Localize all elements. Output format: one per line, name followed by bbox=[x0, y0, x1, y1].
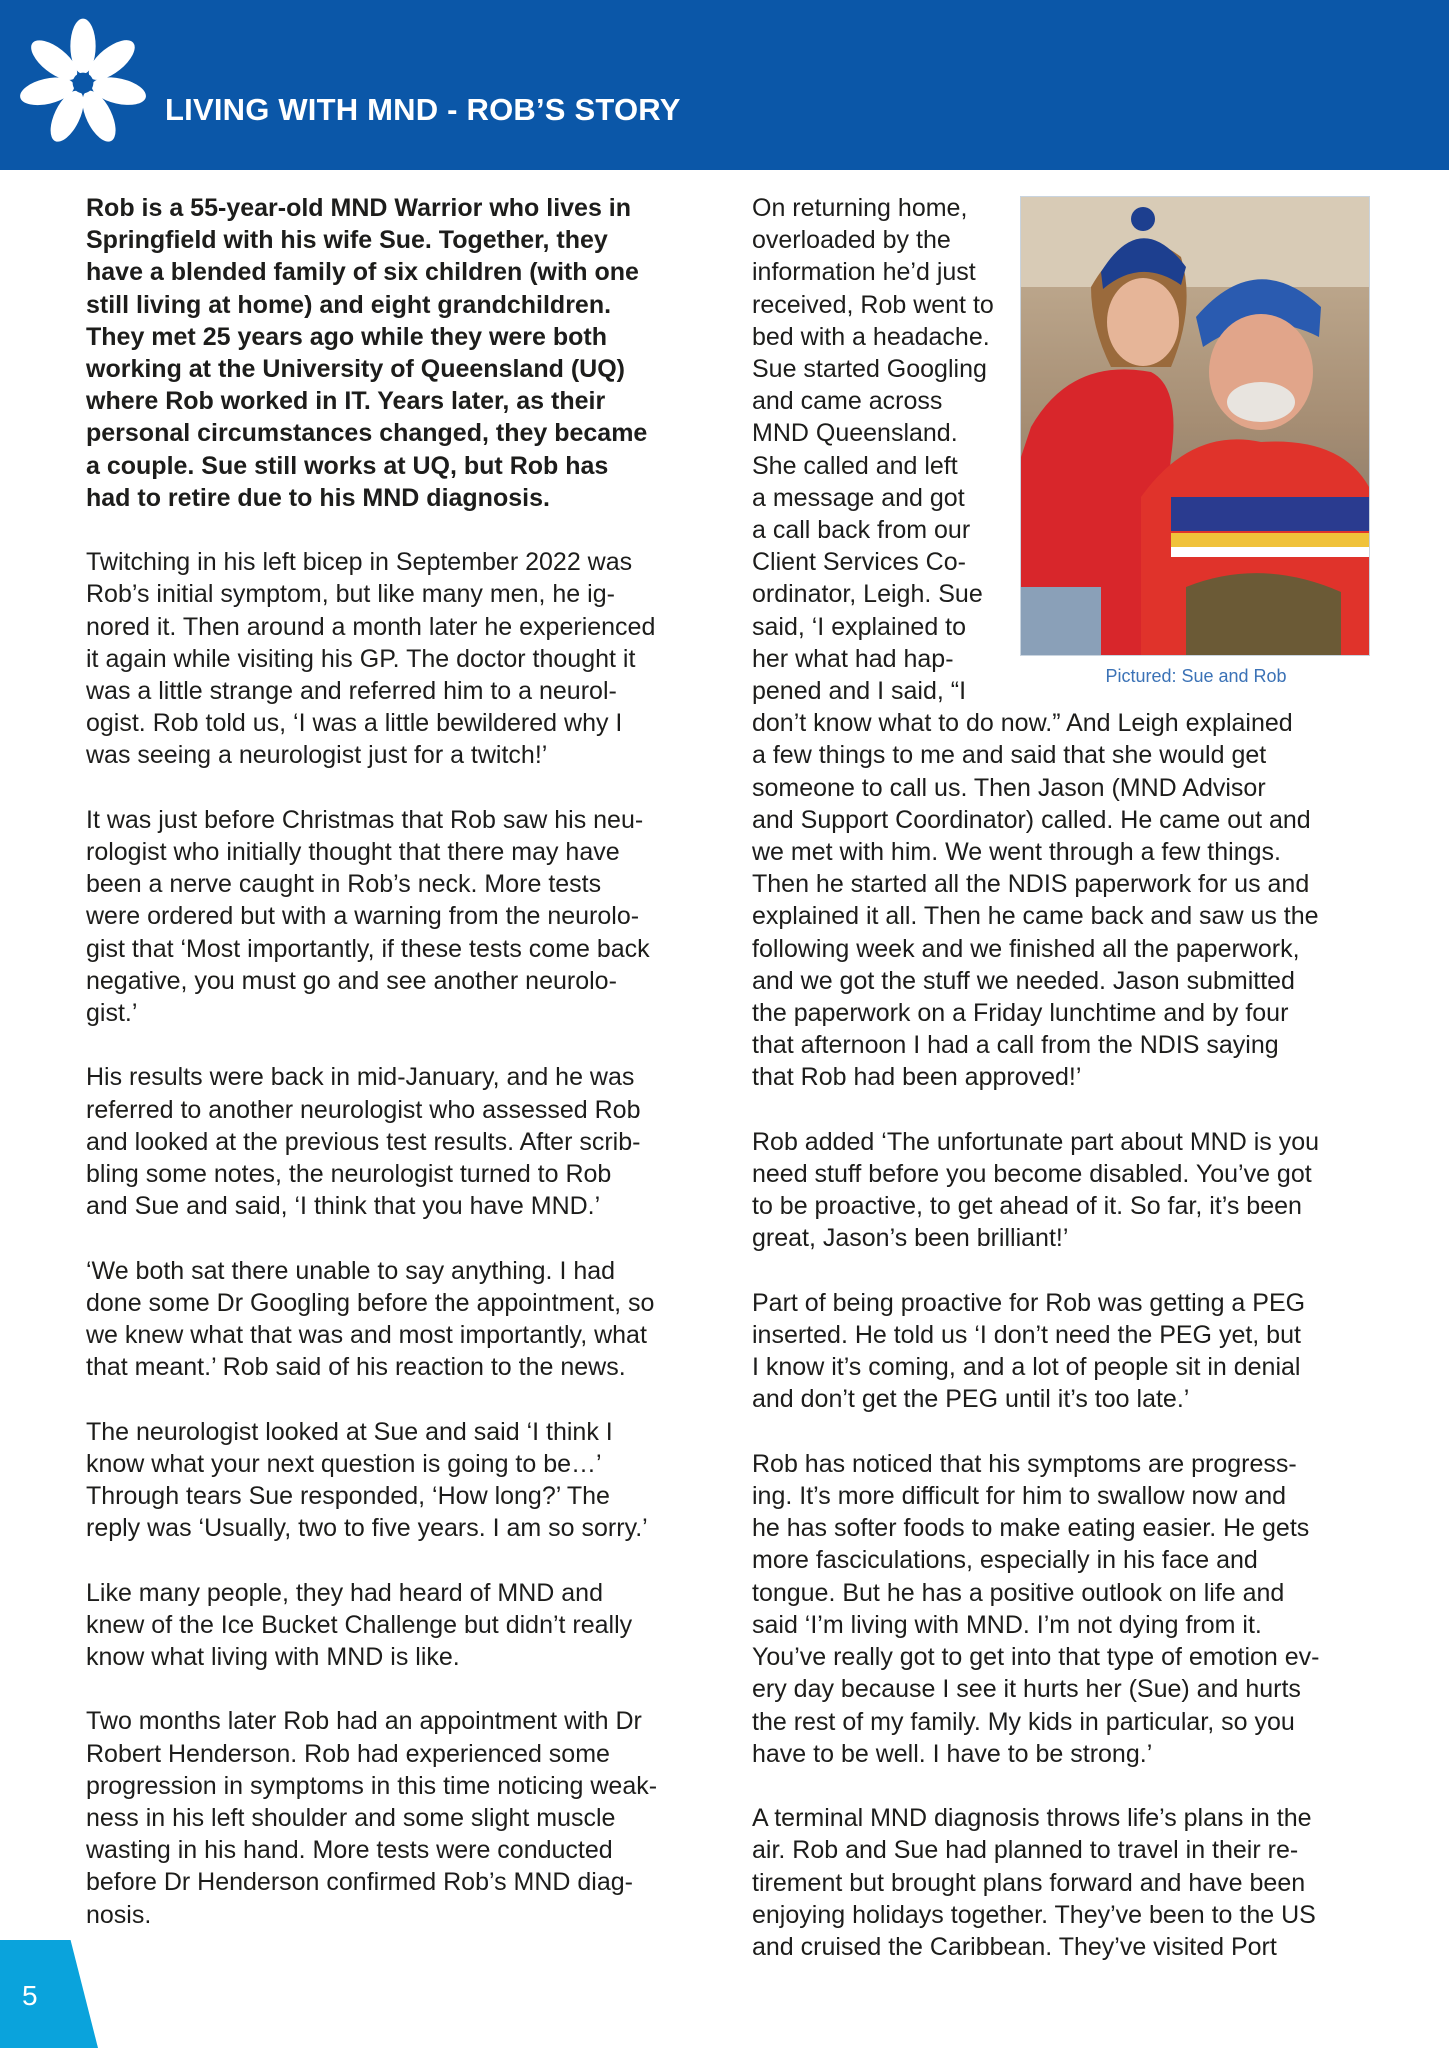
body-paragraph: Twitching in his left bicep in September 2022 was Rob’s initial symptom, but like many men, he ig- nored it. Then around a month later he experienced it again while visiting his GP. The doctor thought it was a little strange and referred him to a neurol- ogist. Rob told us, ‘I was a little bewildered why I was seeing a neurologist just for a twitch!’ bbox=[86, 548, 656, 770]
page-number: 5 bbox=[22, 1980, 38, 2011]
body-paragraph: A terminal MND diagnosis throws life’s plans in the air. Rob and Sue had planned to travel in their re- tirement but brought plans forward and have been enjoying holidays together. They’ve been to the US and cruised the Caribbean. They’ve visited Port bbox=[752, 1804, 1316, 1961]
body-paragraph: Part of being proactive for Rob was getting a PEG inserted. He told us ‘I don’t need the PEG yet, but I know it’s coming, and a lot of people sit in denial and don’t get the PEG until it’s too late.’ bbox=[752, 1288, 1306, 1414]
page-number-tab bbox=[0, 1940, 98, 2048]
body-paragraph: Like many people, they had heard of MND and knew of the Ice Bucket Challenge but didn’t really know what living with MND is like. bbox=[86, 1578, 633, 1672]
body-paragraph: The neurologist looked at Sue and said ‘I think I know what your next question is going to be…’ Through tears Sue responded, ‘How long?’ The reply was ‘Usually, two to five years. I am so sorry.’ bbox=[86, 1417, 648, 1543]
body-paragraph: ‘We both sat there unable to say anything. I had done some Dr Googling before the appointment, so we knew what that was and most importantly, what that meant.’ Rob said of his reaction to the news. bbox=[86, 1256, 655, 1382]
body-paragraph: Rob has noticed that his symptoms are progress- ing. It’s more difficult for him to swallow now and he has softer foods to make eating easier. He gets more fasciculations, especially in his face and tongue. But he has a positive outlook on life and said ‘I’m living with MND. I’m not dying from it. You’ve really got to get into that type of emotion ev- ery day because I see it hurts her (Sue) and hurts the rest of my family. My kids in particular, so you have to be well. I have to be strong.’ bbox=[752, 1449, 1320, 1768]
photo-figure bbox=[1020, 196, 1372, 692]
photo-caption: Pictured: Sue and Rob bbox=[1105, 666, 1287, 686]
page-title: LIVING WITH MND - ROB’S STORY bbox=[165, 92, 681, 127]
body-paragraph: Two months later Rob had an appointment with Dr Robert Henderson. Rob had experienced some progression in symptoms in this time noticing weak- ness in his left shoulder and some slight muscle wasting in his hand. More tests were conducted before Dr Henderson confirmed Rob’s MND diag- nosis. bbox=[86, 1707, 658, 1929]
header-banner bbox=[0, 0, 1449, 170]
body-paragraph: Rob added ‘The unfortunate part about MND is you need stuff before you become disabled. You’ve got to be proactive, to get ahead of it. So far, it’s been great, Jason’s been brilliant!’ bbox=[752, 1127, 1320, 1253]
body-paragraph: It was just before Christmas that Rob saw his neu- rologist who initially thought that there may have been a nerve caught in Rob’s neck. More tests were ordered but with a warning from the neurolo- gist that ‘Most importantly, if these tests come back negative, you must go and see another neurolo- gist.’ bbox=[86, 805, 650, 1028]
left-column bbox=[86, 192, 712, 1963]
body-paragraph: His results were back in mid-January, and he was referred to another neurologist who assessed Rob and looked at the previous test results. After scrib- bling some notes, the neurologist turned to Rob and Sue and said, ‘I think that you have MND.’ bbox=[86, 1063, 641, 1221]
sue-and-rob-photo bbox=[1020, 196, 1370, 656]
body-paragraph: On returning home, overloaded by the information he’d just received, Rob went to bed with a headache. Sue started Googling and came across MND Queensland. She called and left a message and got a call back from our Client Services Co- ordinator, Leigh. Sue said, ‘I explained to her what had hap- pened and I said, “I don’t know what to do now.” And Leigh explained a few things to me and said that she would get someone to call us. Then Jason (MND Advisor and Support Coordinator) called. He came out and we met with him. We went through a few things. Then he started all the NDIS paperwork for us and explained it all. Then he came back and saw us the following week and we finished all the paperwork, and we got the stuff we needed. Jason submitted the paperwork on a Friday lunchtime and by four that afternoon I had a call from the NDIS saying that Rob had been approved!’ bbox=[752, 194, 1319, 1092]
intro-paragraph: Rob is a 55-year-old MND Warrior who lives in Springfield with his wife Sue. Together, they have a blended family of six children (with one still living at home) and eight grandchildren. They met 25 years ago while they were both working at the University of Queensland (UQ) where Rob worked in IT. Years later, as their personal circumstances changed, they became a couple. Sue still works at UQ, but Rob has had to retire due to his MND diagnosis. bbox=[86, 194, 648, 512]
flower-logo-icon bbox=[14, 14, 152, 152]
right-column bbox=[752, 192, 1372, 1995]
